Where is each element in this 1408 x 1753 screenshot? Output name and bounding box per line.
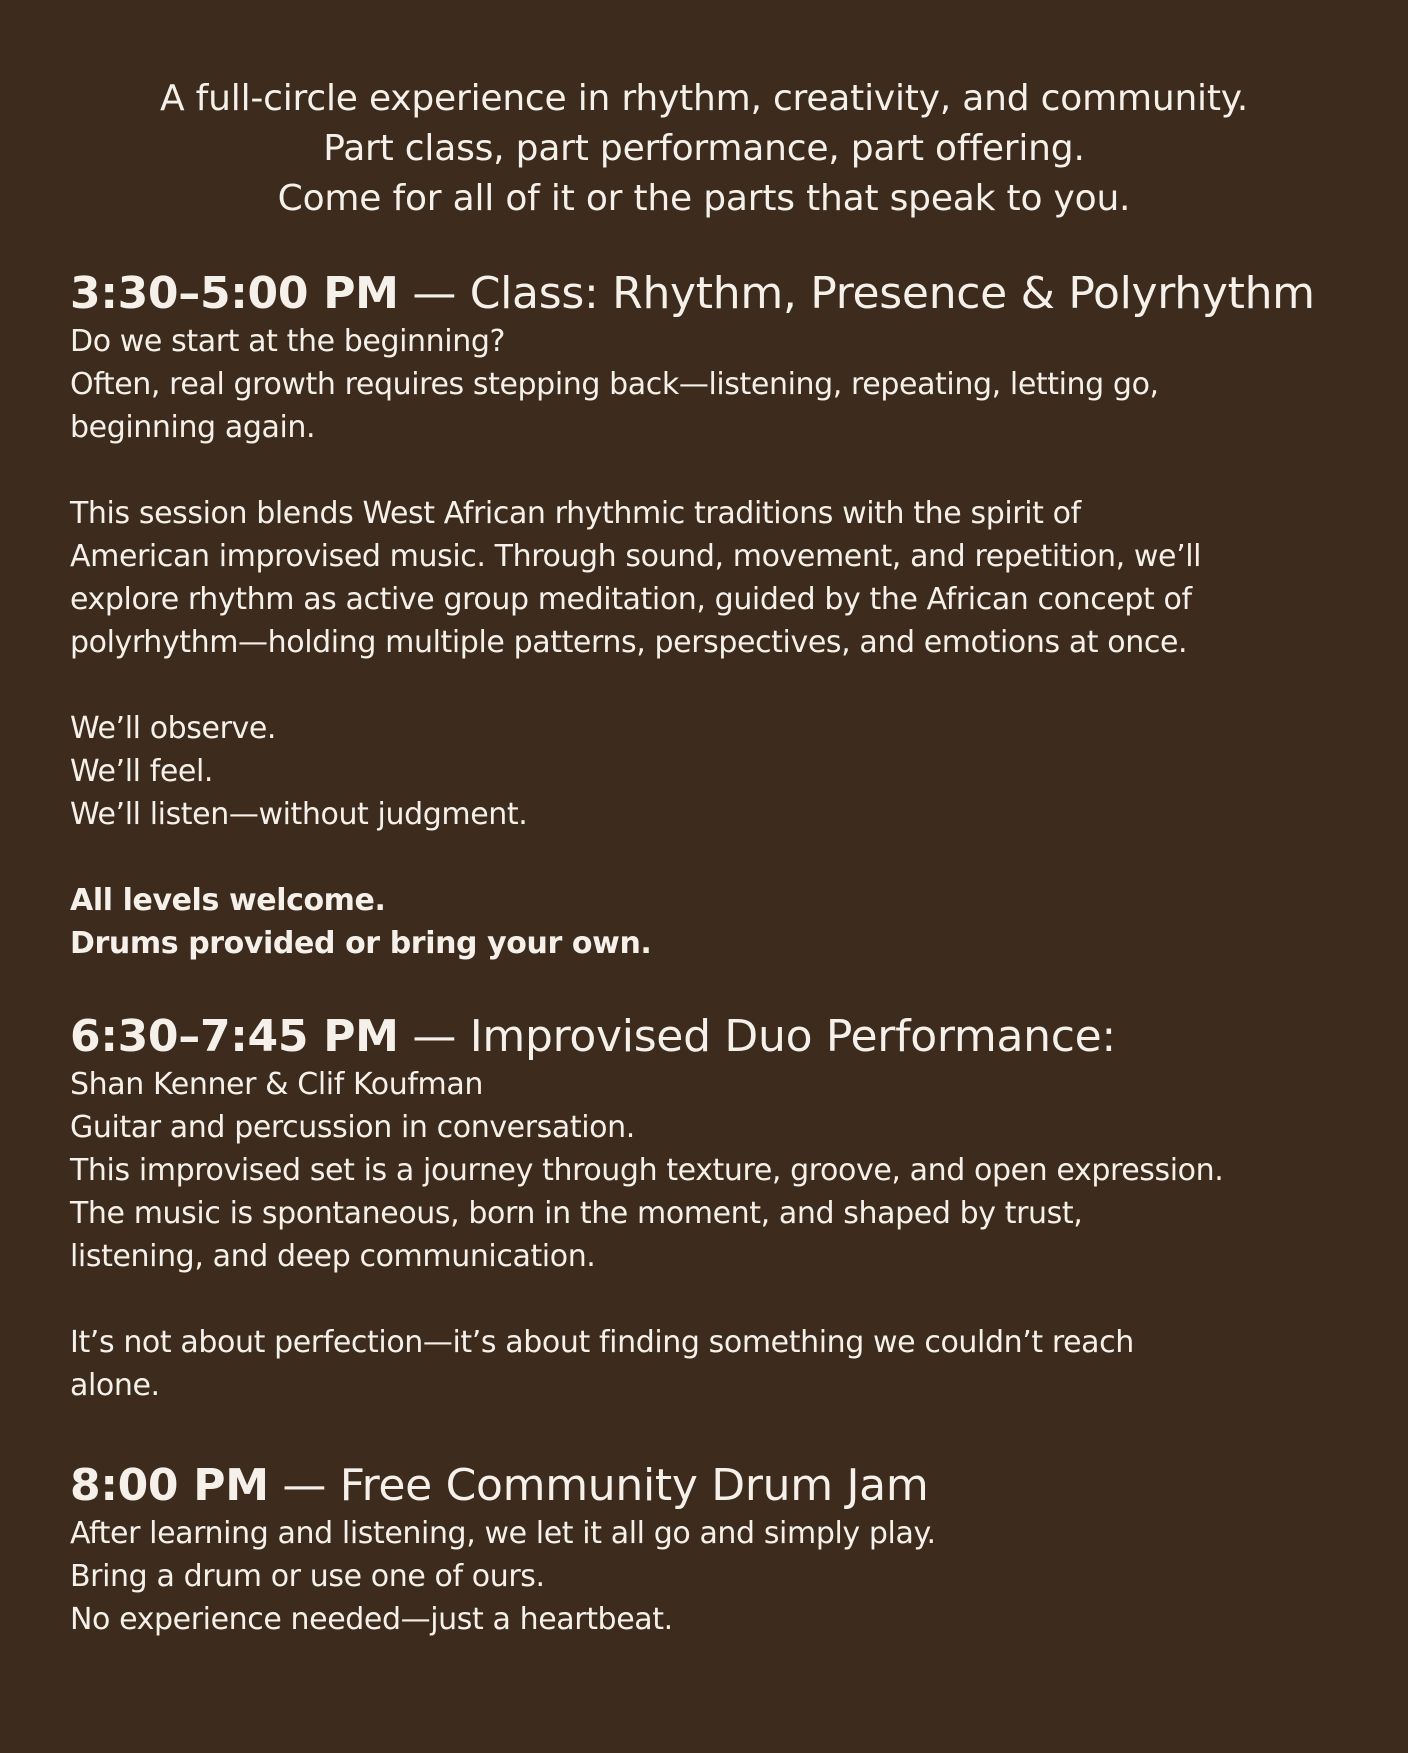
performance-heading	[70, 1011, 1370, 1063]
intro-line: Part class, part performance, part offering.	[323, 128, 1085, 169]
jam-heading	[70, 1460, 1370, 1512]
body-text-line: listening, and deep communication.	[70, 1239, 596, 1274]
performance-title: — Improvised Duo Performance:	[398, 1011, 1116, 1062]
body-text-line: explore rhythm as active group meditation, guided by the African concept of	[70, 582, 1192, 617]
body-text-line: Often, real growth requires stepping back—listening, repeating, letting go,	[70, 367, 1159, 402]
jam-time: 8:00 PM	[70, 1460, 269, 1511]
bold-note-line: Drums provided or bring your own.	[70, 926, 652, 961]
paragraph-gap	[70, 1278, 1370, 1321]
class-time: 3:30–5:00 PM	[70, 268, 399, 319]
intro-line: Come for all of it or the parts that speak to you.	[277, 178, 1131, 219]
body-text-line: Bring a drum or use one of ours.	[70, 1559, 545, 1594]
body-text-line: This improvised set is a journey through texture, groove, and open expression.	[70, 1153, 1224, 1188]
bold-note-line: All levels welcome.	[70, 883, 386, 918]
paragraph-gap	[70, 664, 1370, 707]
paragraph-gap	[70, 836, 1370, 879]
class-heading	[70, 268, 1370, 320]
class-title: — Class: Rhythm, Presence & Polyrhythm	[398, 268, 1315, 319]
performance-time: 6:30–7:45 PM	[70, 1011, 399, 1062]
body-text-line: Shan Kenner & Clif Koufman	[70, 1067, 483, 1102]
body-text-line: beginning again.	[70, 410, 316, 445]
intro-block	[40, 74, 1368, 224]
body-text-line: We’ll feel.	[70, 754, 214, 789]
intro-line: A full-circle experience in rhythm, creativity, and community.	[160, 78, 1248, 119]
body-text-line: The music is spontaneous, born in the moment, and shaped by trust,	[70, 1196, 1083, 1231]
jam-section	[70, 1460, 1370, 1641]
body-text-line: polyrhythm—holding multiple patterns, perspectives, and emotions at once.	[70, 625, 1188, 660]
jam-title: — Free Community Drum Jam	[268, 1460, 929, 1511]
body-text-line: Guitar and percussion in conversation.	[70, 1110, 635, 1145]
body-text-line: After learning and listening, we let it all go and simply play.	[70, 1516, 936, 1551]
paragraph-gap	[70, 449, 1370, 492]
body-text-line: This session blends West African rhythmic traditions with the spirit of	[70, 496, 1081, 531]
body-text-line: We’ll observe.	[70, 711, 277, 746]
performance-section	[70, 1011, 1370, 1407]
body-text-line: It’s not about perfection—it’s about finding something we couldn’t reach	[70, 1325, 1134, 1360]
body-text-line: American improvised music. Through sound, movement, and repetition, we’ll	[70, 539, 1202, 574]
body-text-line: Do we start at the beginning?	[70, 324, 506, 359]
body-text-line: alone.	[70, 1368, 160, 1403]
class-section	[70, 268, 1370, 965]
body-text-line: We’ll listen—without judgment.	[70, 797, 528, 832]
body-text-line: No experience needed—just a heartbeat.	[70, 1602, 673, 1637]
